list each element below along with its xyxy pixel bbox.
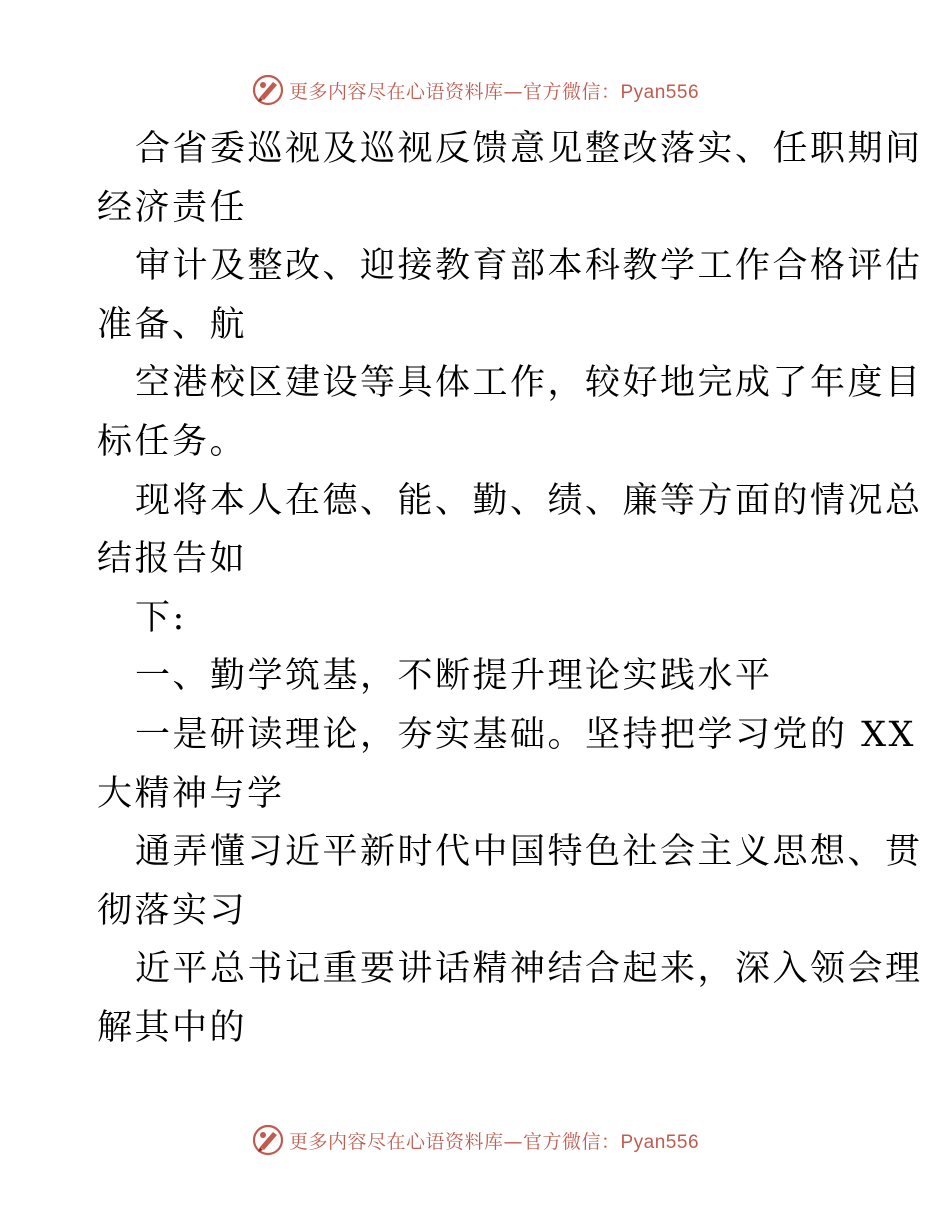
body-line: 近平总书记重要讲话精神结合起来，深入领会理 (135, 949, 923, 990)
section-heading: 一、勤学筑基，不断提升理论实践水平 (135, 656, 773, 697)
header-banner-wechat-id: Pyan556 (620, 81, 700, 103)
body-line: 通弄懂习近平新时代中国特色社会主义思想、贯 (135, 832, 923, 873)
body-line: 彻落实习 (97, 890, 248, 931)
header-banner-label: 更多内容尽在心语资料库—官方微信： (288, 80, 621, 103)
body-line: 准备、航 (97, 304, 248, 345)
document-body (97, 120, 923, 1058)
header-banner (0, 70, 950, 110)
footer-banner-label: 更多内容尽在心语资料库—官方微信： (288, 1130, 621, 1153)
body-line: 解其中的 (97, 1007, 248, 1048)
body-line: 空港校区建设等具体工作，较好地完成了年度目 (135, 363, 923, 404)
body-line: 标任务。 (97, 421, 248, 462)
body-line: 一是研读理论，夯实基础。坚持把学习党的 XX (135, 714, 916, 755)
body-line: 审计及整改、迎接教育部本科教学工作合格评估 (135, 246, 923, 287)
footer-banner-wechat-id: Pyan556 (620, 1131, 700, 1153)
body-line: 合省委巡视及巡视反馈意见整改落实、任职期间 (135, 129, 923, 169)
pen-logo-icon (251, 73, 285, 107)
body-line: 经济责任 (97, 187, 248, 228)
footer-banner (0, 1120, 950, 1160)
body-line: 下: (135, 597, 187, 638)
footer-banner-text (289, 1127, 699, 1154)
pen-logo-icon (251, 1123, 285, 1157)
body-line: 现将本人在德、能、勤、绩、廉等方面的情况总 (135, 480, 923, 521)
header-banner-text (289, 77, 699, 104)
body-line: 大精神与学 (97, 773, 285, 814)
body-line: 结报告如 (97, 539, 248, 580)
